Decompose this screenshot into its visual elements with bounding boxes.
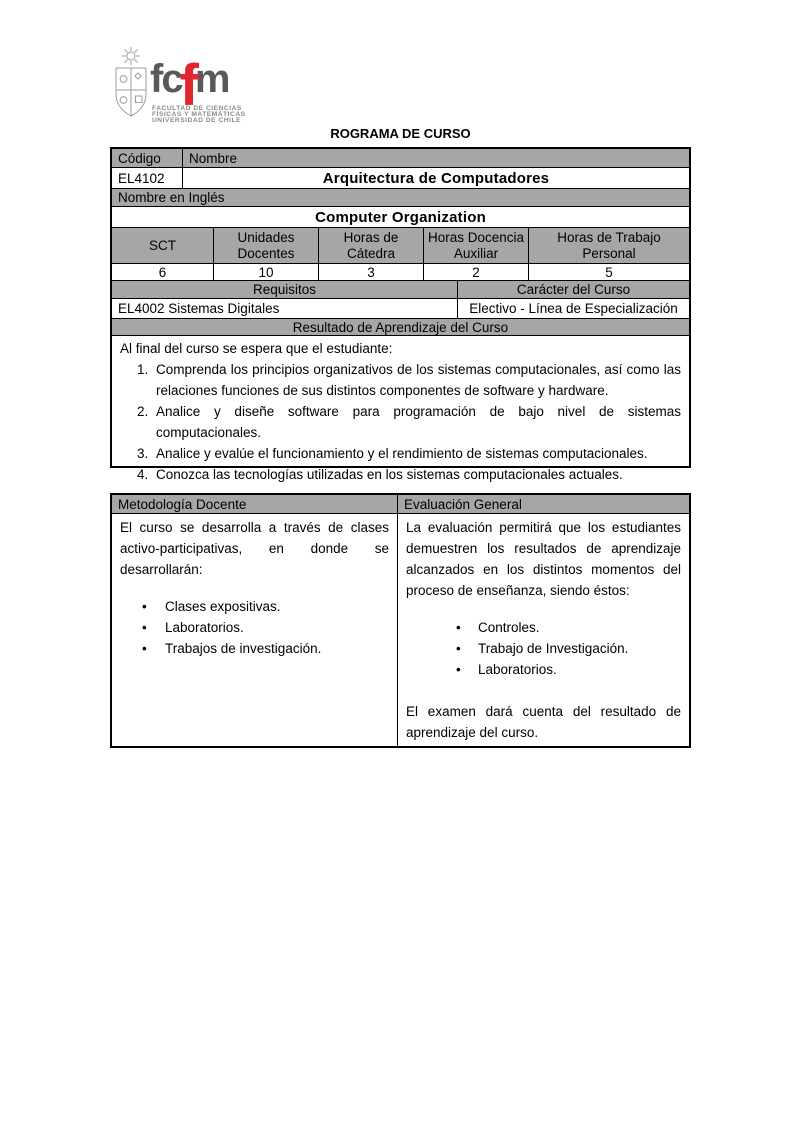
resultado-header-cell: Resultado de Aprendizaje del Curso [112,319,689,335]
outcome-item: 1. Comprenda los principios organizativos de los sistemas computacionales, así como las relaciones funciones de sus distintos componentes de software y hardware. [152,359,681,401]
faculty-line: FÍSICAS Y MATEMÁTICAS [152,110,246,118]
outcome-item: 3. Analice y evalúe el funcionamiento y el rendimiento de sistemas computacionales. [152,443,681,464]
outcome-item: 4. Conozca las tecnologías utilizadas en los sistemas computacionales actuales. [152,464,681,485]
metodologia-content-cell [112,514,397,746]
evaluacion-bullet-list [406,617,681,680]
caracter-header-cell: Carácter del Curso [457,281,689,298]
fcfm-letter-f-red: f [179,53,197,118]
hours-values-row [112,263,689,280]
unidades-docentes-value-cell: 10 [213,264,318,280]
horas-trabajo-header-cell: Horas de Trabajo Personal [528,228,689,263]
course-info-table [110,147,691,482]
requisitos-value-cell: EL4002 Sistemas Digitales [118,301,280,316]
horas-catedra-header-cell: Horas de Cátedra [318,228,423,263]
methodology-evaluation-table [110,493,691,748]
fcfm-letter-m: m [194,57,229,101]
requisitos-header-cell: Requisitos [112,281,457,298]
horas-docencia-value-cell: 2 [423,264,528,280]
english-name-header-cell: Nombre en Inglés [112,189,689,206]
table-row [112,495,689,513]
metodologia-header-cell: Metodología Docente [112,495,397,513]
sct-header-cell: SCT [112,228,213,263]
nombre-header-cell: Nombre [182,149,689,167]
table-row [112,149,689,167]
codigo-value-cell: EL4102 [118,170,165,186]
evaluacion-intro: La evaluación permitirá que los estudiantes demuestren los resultados de aprendizaje alcanzados en los distintos momentos del proceso de enseñanza, siendo éstos: [406,520,681,598]
evaluacion-bullet: • Controles. [406,617,681,638]
document-title: ROGRAMA DE CURSO [330,126,471,141]
learning-outcomes-cell [112,336,689,482]
unidades-docentes-header-cell: Unidades Docentes [213,228,318,263]
table-row [112,206,689,227]
table-row [112,318,689,335]
evaluacion-header-cell: Evaluación General [397,495,689,513]
metodologia-intro: El curso se desarrolla a través de clases activo-participativas, en donde se desarrollarán: [120,520,389,577]
evaluacion-bullet: • Laboratorios. [406,659,681,680]
metodologia-bullet: • Trabajos de investigación. [120,638,389,659]
metodologia-bullet-list [120,596,389,659]
caracter-value-cell: Electivo - Línea de Especialización [457,299,689,318]
table-row [112,188,689,206]
horas-docencia-header-cell: Horas Docencia Auxiliar [423,228,528,263]
fcfm-letters-fc: fc [150,57,182,101]
faculty-line: FACULTAD DE CIENCIAS [152,105,242,112]
faculty-line: UNIVERSIDAD DE CHILE [152,116,242,124]
table-row [112,298,689,318]
outcome-item: 2. Analice y diseñe software para programación de bajo nivel de sistemas computacionales. [152,401,681,443]
codigo-header-cell: Código [112,149,182,167]
outcomes-list [120,359,681,485]
learning-outcomes-row [112,335,689,482]
sct-value-cell: 6 [158,264,167,280]
metodologia-bullet: • Clases expositivas. [120,596,389,617]
university-crest-icon [112,46,150,124]
evaluacion-outro: El examen dará cuenta del resultado de aprendizaje del curso. [406,704,681,740]
outcomes-intro: Al final del curso se espera que el estudiante: [120,341,393,356]
evaluacion-content-cell [397,514,689,746]
horas-trabajo-value-cell: 5 [528,264,689,280]
course-name-cell: Arquitectura de Computadores [182,168,689,188]
english-name-value-cell: Computer Organization [315,208,486,226]
table-row [112,167,689,188]
horas-catedra-value-cell: 3 [318,264,423,280]
metodologia-bullet: • Laboratorios. [120,617,389,638]
faculty-name-text [152,106,246,123]
table-row [112,513,689,746]
table-row [112,280,689,298]
evaluacion-bullet: • Trabajo de Investigación. [406,638,681,659]
hours-header-row [112,227,689,263]
